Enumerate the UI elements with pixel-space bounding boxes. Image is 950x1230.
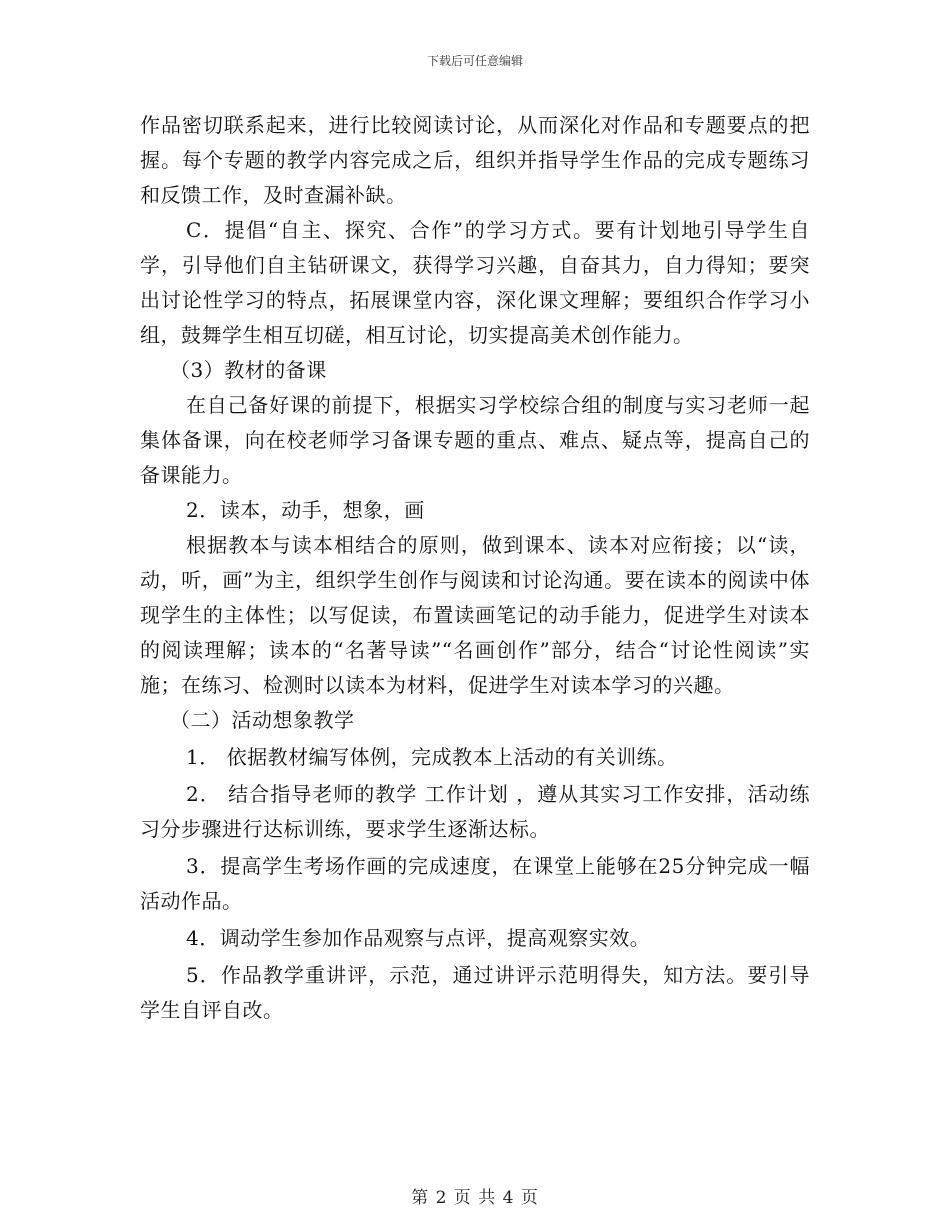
document-body — [140, 108, 810, 1028]
page-header: 下载后可任意编辑 — [426, 54, 523, 68]
list-item-3: 3．提高学生考场作画的完成速度，在课堂上能够在25分钟完成一幅活动作品。 — [140, 854, 810, 913]
paragraph-learning-method: C．提倡“自主、探究、合作”的学习方式。要有计划地引导学生自学，引导他们自主钻研课文，获得学习兴趣，自奋其力，自力得知；要突出讨论性学习的特点，拓展课堂内容，深化课文理解；要组织合作学习小组，鼓舞学生相互切磋，相互讨论，切实提高美术创作能力。 — [140, 218, 810, 347]
paragraph-continuation: 作品密切联系起来，进行比较阅读讨论，从而深化对作品和专题要点的把握。每个专题的教学内容完成之后，组织并指导学生作品的完成专题练习和反馈工作，及时查漏补缺。 — [140, 113, 810, 207]
list-item-2: 2． 结合指导老师的教学 工作计划 ，遵从其实习工作安排，活动练习分步骤进行达标训练，要求学生逐渐达标。 — [140, 782, 810, 841]
subheading-reading-drawing: 2．读本，动手，想象，画 — [186, 498, 425, 522]
subheading-lesson-prep: （3）教材的备课 — [170, 358, 327, 382]
paragraph-lesson-prep: 在自己备好课的前提下，根据实习学校综合组的制度与实习老师一起集体备课，向在校老师学习备课专题的重点、难点、疑点等，提高自己的备课能力。 — [140, 393, 810, 487]
list-item-4: 4．调动学生参加作品观察与点评，提高观察实效。 — [186, 926, 651, 950]
list-item-1: 1． 依据教材编写体例，完成教本上活动的有关训练。 — [186, 745, 678, 769]
page-footer: 第 2 页 共 4 页 — [411, 1188, 539, 1208]
subheading-activity-teaching: （二）活动想象教学 — [170, 708, 355, 732]
list-item-5: 5．作品教学重讲评，示范，通过讲评示范明得失，知方法。要引导学生自评自改。 — [140, 963, 810, 1022]
paragraph-reading-drawing: 根据教本与读本相结合的原则，做到课本、读本对应衔接；以“读，动，听，画”为主，组织学生创作与阅读和讨论沟通。要在读本的阅读中体现学生的主体性；以写促读，布置读画笔记的动手能力，促进学生对读本的阅读理解；读本的“名著导读”“名画创作”部分，结合“讨论性阅读”实施；在练习、检测时以读本为材料，促进学生对读本学习的兴趣。 — [140, 533, 810, 697]
